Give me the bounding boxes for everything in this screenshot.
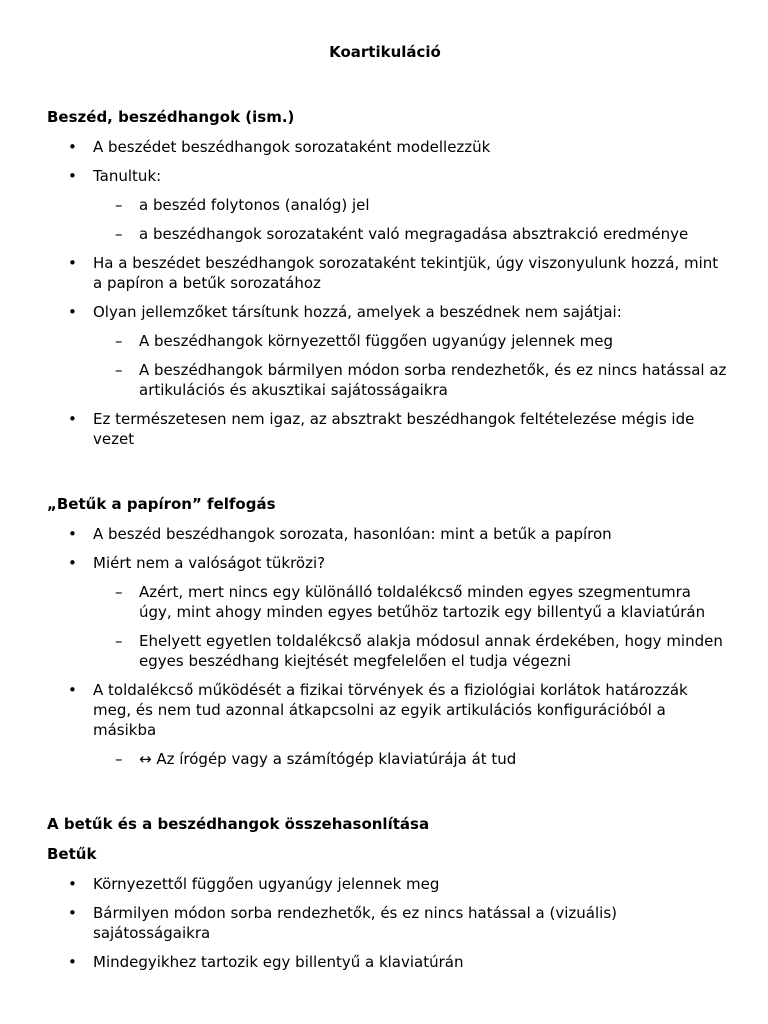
dash-marker: – xyxy=(115,225,123,243)
section-subheading: Betűk xyxy=(47,845,97,863)
sub-list-item xyxy=(93,195,728,215)
sub-list-item-text: a beszédhangok sorozataként való megragadása absztrakció eredménye xyxy=(139,225,689,243)
sub-list-item-text: a beszéd folytonos (analóg) jel xyxy=(139,196,370,214)
dash-marker: – xyxy=(115,632,123,650)
bullet-marker: • xyxy=(68,167,77,185)
section-heading: „Betűk a papíron” felfogás xyxy=(47,495,276,513)
list-item xyxy=(47,952,728,972)
list-item-text: A toldalékcső működését a fizikai törvények és a fiziológiai korlátok határozzák meg, és nem tud azonnal átkapcsolni az egyik artikulációs konfigurációból a másikba xyxy=(93,681,688,739)
list-item-text: Mindegyikhez tartozik egy billentyű a klaviatúrán xyxy=(93,953,464,971)
list-item xyxy=(47,903,728,943)
sub-list-item-text: Azért, mert nincs egy különálló toldalékcső minden egyes szegmentumra úgy, mint ahogy minden egyes betűhöz tartozik egy billentyű a klaviatúrán xyxy=(139,583,706,621)
list-item xyxy=(47,524,728,544)
bullet-marker: • xyxy=(68,904,77,922)
list-item xyxy=(47,553,728,671)
list-item-text: Miért nem a valóságot tükrözi? xyxy=(93,554,326,572)
document-title: Koartikuláció xyxy=(329,43,441,61)
document-body xyxy=(47,107,728,972)
bullet-marker: • xyxy=(68,554,77,572)
list-item-text: Ha a beszédet beszédhangok sorozataként tekintjük, úgy viszonyulunk hozzá, mint a papíron a betűk sorozatához xyxy=(93,254,719,292)
list-item xyxy=(47,302,728,400)
sub-list-item-text: ↔ Az írógép vagy a számítógép klaviatúrája át tud xyxy=(139,750,517,768)
list-item xyxy=(47,680,728,769)
dash-marker: – xyxy=(115,583,123,601)
section-heading: Beszéd, beszédhangok (ism.) xyxy=(47,108,295,126)
dash-marker: – xyxy=(115,750,123,768)
section-spacer xyxy=(47,778,728,814)
list-item xyxy=(47,137,728,157)
list-item xyxy=(47,253,728,293)
dash-marker: – xyxy=(115,196,123,214)
sub-list xyxy=(93,749,728,769)
list-item-text: Ez természetesen nem igaz, az absztrakt beszédhangok feltételezése mégis ide vezet xyxy=(93,410,695,448)
sub-list-item xyxy=(93,224,728,244)
bullet-list xyxy=(47,137,728,449)
sub-list-item xyxy=(93,631,728,671)
list-item-text: Környezettől függően ugyanúgy jelennek meg xyxy=(93,875,440,893)
section xyxy=(47,107,728,449)
sub-list-item-text: Ehelyett egyetlen toldalékcső alakja módosul annak érdekében, hogy minden egyes beszédhang kiejtését megfelelően el tudja végezni xyxy=(139,632,723,670)
list-item-text: Olyan jellemzőket társítunk hozzá, amelyek a beszédnek nem sajátjai: xyxy=(93,303,622,321)
bullet-marker: • xyxy=(68,875,77,893)
section-heading: A betűk és a beszédhangok összehasonlítása xyxy=(47,815,430,833)
sub-list xyxy=(93,331,728,400)
list-item-text: Tanultuk: xyxy=(93,167,162,185)
section-spacer xyxy=(47,458,728,494)
list-item-text: A beszéd beszédhangok sorozata, hasonlóan: mint a betűk a papíron xyxy=(93,525,612,543)
sub-list-item xyxy=(93,749,728,769)
list-item xyxy=(47,409,728,449)
bullet-marker: • xyxy=(68,254,77,272)
sub-list xyxy=(93,582,728,671)
sub-list-item-text: A beszédhangok bármilyen módon sorba rendezhetők, és ez nincs hatással az artikulációs és akusztikai sajátosságaikra xyxy=(139,361,727,399)
list-item xyxy=(47,166,728,244)
dash-marker: – xyxy=(115,332,123,350)
section xyxy=(47,814,728,972)
bullet-marker: • xyxy=(68,953,77,971)
sub-list xyxy=(93,195,728,244)
sub-list-item xyxy=(93,331,728,351)
sub-list-item xyxy=(93,360,728,400)
list-item-text: A beszédet beszédhangok sorozataként modellezzük xyxy=(93,138,491,156)
sub-list-item-text: A beszédhangok környezettől függően ugyanúgy jelennek meg xyxy=(139,332,614,350)
list-item xyxy=(47,874,728,894)
bullet-marker: • xyxy=(68,303,77,321)
bullet-marker: • xyxy=(68,525,77,543)
bullet-marker: • xyxy=(68,138,77,156)
dash-marker: – xyxy=(115,361,123,379)
bullet-marker: • xyxy=(68,681,77,699)
bullet-list xyxy=(47,524,728,769)
sub-list-item xyxy=(93,582,728,622)
section xyxy=(47,494,728,769)
list-item-text: Bármilyen módon sorba rendezhetők, és ez nincs hatással a (vizuális) sajátosságaikra xyxy=(93,904,617,942)
bullet-marker: • xyxy=(68,410,77,428)
bullet-list xyxy=(47,874,728,972)
